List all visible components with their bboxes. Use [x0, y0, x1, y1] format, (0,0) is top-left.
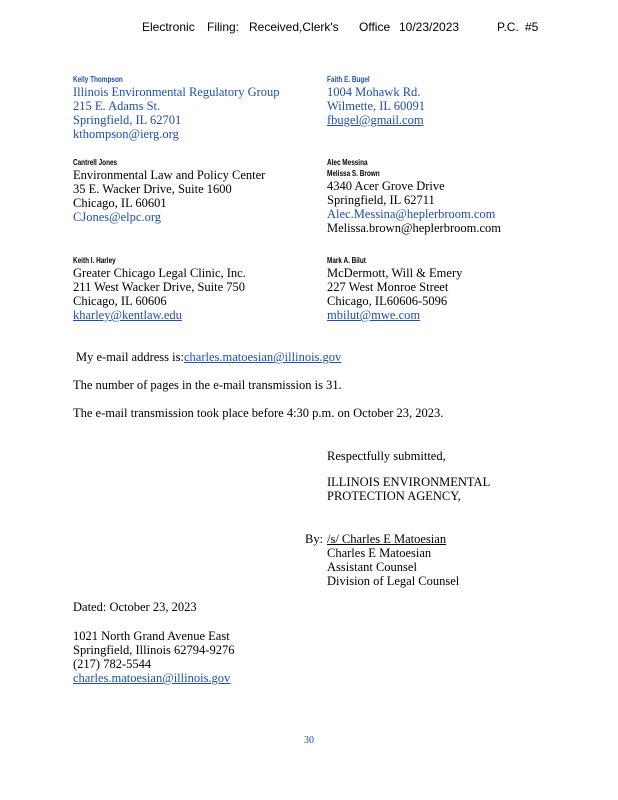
service-email-link[interactable]: fbugel@gmail.com	[327, 113, 424, 127]
email-prefix: My e-mail address is:	[76, 350, 184, 364]
closing: Respectfully submitted,	[327, 449, 446, 463]
service-name: Kelly Thompson	[73, 75, 123, 84]
phone-number: (217) 782-5544	[73, 657, 152, 671]
address-line-1: 1021 North Grand Avenue East	[73, 629, 230, 643]
service-address: 215 E. Adams St.	[73, 99, 161, 113]
service-entry-bilut	[327, 255, 462, 322]
address-line-2: Springfield, Illinois 62794-9276	[73, 643, 235, 657]
service-city: Wilmette, IL 60091	[327, 99, 425, 113]
service-email: kthompson@ierg.org	[73, 127, 179, 141]
header-pc-label: P.C.	[497, 20, 519, 34]
agency-line-1: ILLINOIS ENVIRONMENTAL	[327, 475, 491, 489]
email-link[interactable]: charles.matoesian@illinois.gov	[183, 350, 342, 364]
service-city: Chicago, IL 60606	[73, 294, 167, 308]
service-org: Environmental Law and Policy Center	[73, 168, 266, 182]
email-statement	[76, 350, 341, 365]
header-filing: Filing:	[207, 20, 240, 34]
signer-title: Assistant Counsel	[327, 560, 417, 574]
service-address: 4340 Acer Grove Drive	[327, 179, 445, 193]
service-name: Mark A. Bilut	[327, 256, 366, 265]
service-email: CJones@elpc.org	[73, 210, 162, 224]
header-date: 10/23/2023	[399, 20, 460, 34]
service-org: Illinois Environmental Regulatory Group	[73, 85, 280, 99]
electronic-signature: /s/ Charles E Matoesian	[327, 532, 447, 546]
header-electronic: Electronic	[142, 20, 195, 34]
header-pc-number: #5	[525, 20, 539, 34]
service-city: Chicago, IL60606-5096	[327, 294, 448, 308]
service-entry-messina-brown	[327, 157, 501, 235]
service-city: Chicago, IL 60601	[73, 196, 167, 210]
service-name: Alec Messina	[327, 158, 368, 167]
service-city: Springfield, IL 62701	[73, 113, 182, 127]
service-city: Springfield, IL 62711	[327, 193, 435, 207]
service-org: McDermott, Will & Emery	[327, 266, 463, 280]
by-label: By:	[305, 532, 324, 546]
time-statement: The e-mail transmission took place before 4:30 p.m. on October 23, 2023.	[73, 406, 444, 420]
service-email: Alec.Messina@heplerbroom.com	[327, 207, 496, 221]
service-entry-thompson	[73, 74, 280, 141]
page-number: 30	[304, 735, 314, 746]
service-name: Faith E. Bugel	[327, 75, 370, 84]
service-email-link[interactable]: mbilut@mwe.com	[327, 308, 421, 322]
service-email-2: Melissa.brown@heplerbroom.com	[327, 221, 501, 235]
service-address: 211 West Wacker Drive, Suite 750	[73, 280, 246, 294]
service-name: Cantrell Jones	[73, 158, 118, 167]
service-email-link[interactable]: kharley@kentlaw.edu	[73, 308, 182, 322]
footer-email-link[interactable]: charles.matoesian@illinois.gov	[73, 671, 231, 685]
agency-line-2: PROTECTION AGENCY,	[327, 489, 461, 503]
service-entry-bugel	[327, 74, 425, 127]
service-org: Greater Chicago Legal Clinic, Inc.	[73, 266, 246, 280]
signer-name: Charles E Matoesian	[327, 546, 432, 560]
pages-statement: The number of pages in the e-mail transmission is 31.	[73, 378, 342, 392]
header-received: Received,Clerk's	[249, 20, 339, 34]
service-name-2: Melissa S. Brown	[327, 169, 380, 178]
signer-address-block	[73, 629, 234, 685]
service-address: 227 West Monroe Street	[327, 280, 449, 294]
service-address: 1004 Mohawk Rd.	[327, 85, 421, 99]
service-address: 35 E. Wacker Drive, Suite 1600	[73, 182, 232, 196]
service-entry-harley	[73, 255, 246, 322]
service-name: Keith I. Harley	[73, 256, 116, 265]
dated-line: Dated: October 23, 2023	[73, 600, 197, 614]
header-office: Office	[359, 20, 391, 34]
service-entry-jones	[73, 157, 265, 224]
signer-division: Division of Legal Counsel	[327, 574, 460, 588]
